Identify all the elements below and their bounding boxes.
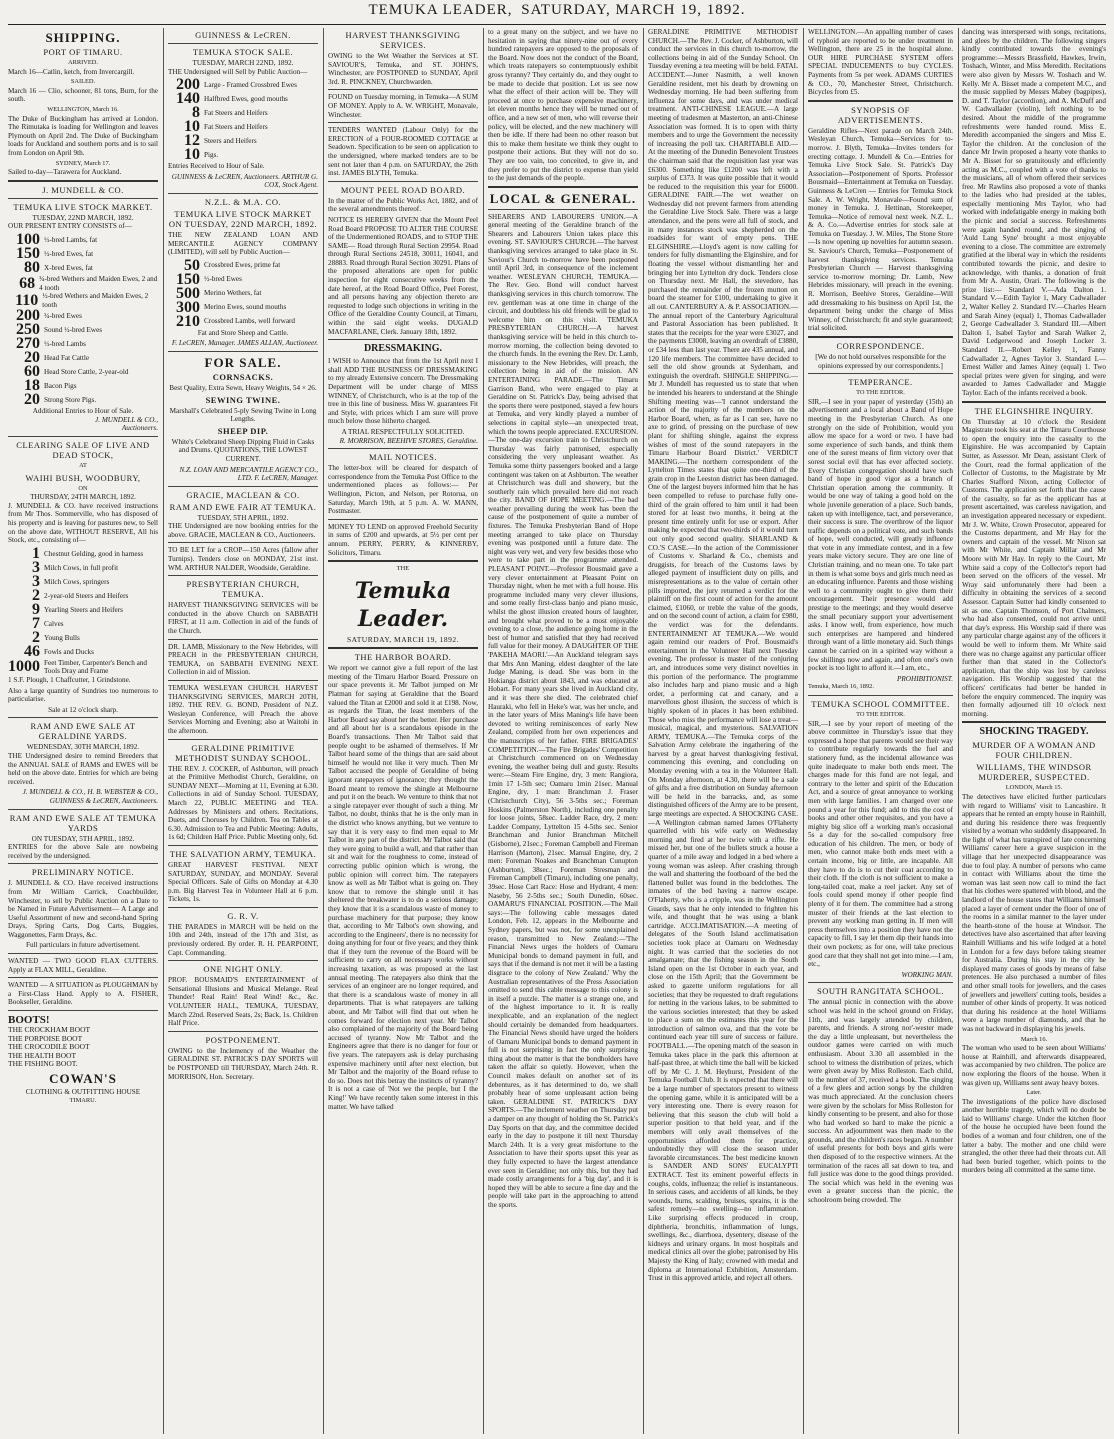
- stock-quantity: 140: [176, 90, 200, 108]
- preliminary-heading: PRELIMINARY NOTICE.: [31, 867, 135, 878]
- mail-body: The letter-box will be cleared for despatch of correspondence from the Temuka Post Office to the undermentioned places as follows:— Per Wellington, Picton, and Nelson, per Rotorua, on Saturday, March 19th, at 5 p.m. A. W. MANN, Postmaster.: [328, 464, 478, 516]
- school-committee-body: SIR,—I see by your report of meeting of the above committee in Thursday's issue that they expressed a hope that parents would see their way to contribute regularly towards the fuel and stationery fund, as the incidental allowance was quite inadequate to make both ends meet. The charges made for this fund are not legal, and contrary to the letter and spirit of the Education Act, and a source of great annoyance to working men with large families. I am charged over one pound a year for this fund; add to this the cost of books and other other requisites, and you have a mighty big slice off a working man's occasional 5s a day for the so-called compulsory free education of his children. The men, or body of men, who cannot make both ends meet with a certain income, big or little, are incapable. All they have to do is to cut their coat according to their cloth. If the cloth is not sufficient to make a long-tailed coat, make a reel jacket. Any set of fools could spend money if other people find plenty of it for them. The committee had a strong muster of their friends at the last election to prevent any working man getting in. If men will press themselves into a position they have not the capacity to fill, I say let them dip their hands into their own pockets; as for one, will take precious good care that they shall not get into mine.—I am, etc.,: [808, 719, 953, 969]
- stock-quantity: 250: [16, 321, 40, 339]
- divider: [808, 695, 953, 696]
- stock-description: ½-bred Lambs: [44, 339, 86, 348]
- sheep-dip-signature: N.Z. LOAN AND MERCANTILE AGENCY CO., LTD. F. LeCREN, Manager.: [179, 465, 318, 483]
- divider: [328, 647, 478, 649]
- sydney-news: Sailed to-day—Tarawera for Auckland.: [8, 168, 122, 177]
- stock-description: Crossbred Ewes, prime fat: [204, 261, 281, 270]
- stock-row: [8, 393, 158, 407]
- stock-row: [168, 92, 318, 106]
- stock-quantity: 50: [184, 256, 200, 274]
- presbyterian-body: HARVEST THANKSGIVING SERVICES will be conducted in the above Church on SABBATH FIRST, at 11 a.m. Collection in aid of the funds of the Church.: [168, 601, 318, 636]
- to-the-editor: TO THE EDITOR.: [856, 389, 905, 397]
- tragedy-body-3: The investigations of the police have disclosed another horrible tragedy, which will no doubt be laid to Williams' charge. Under the kitchen floor of the house he occupied have been found the bodies of a woman and four children, one of the latter a baby. The mother and one child were strangled, the other three had their throats cut. All had been buried together, which points to the murders being all committed at the same time.: [962, 1097, 1106, 1175]
- local-general-continued: GERALDINE PRIMITIVE METHODIST CHURCH.—The Rev. J. Cocker, of Ashburton, will conduct the services in this church to-morrow, the collections being in aid of the Sunday School. On Tuesday evening a tea meeting will be held. FATAL ACCIDENT.—Juner Nasmith, a well known Geraldine resident, met his death by drowning on Wednesday morning. He had been suffering from influenza for some days, and was under medical treatment. ANTI-CHINESE LEAGUE.—A large meeting of tradesmen at Masterton, an anti-Chinese Association was formed. It is to open with thirty members and to urge the Government the necessity of increasing the poll tax. CHARITABLE AID.—At the meeting of the Dunedin Benevolent Trustees the chairman said that the requisition last year was £6300. Something like £1200 was left with a surplus of £373. It was quite possible that it would be reduced to the requisition this year for £6000. GERALDINE FAIR.—The wet weather on Wednesday did not prevent farmers from attending the Geraldine Live Stock Sale. There was a large attendance, and the pens were all full of stock, and in many instances stock was shepherded on the roadsides for want of empty pens. THE ELGINSHIRE.—Lloyd's agent is now calling for tenders for fully dismantling the Elginshire, and for floating the vessel without dismantling her and bringing her into Lyttelton dry dock. Tenders close on Thursday next. Mr Hall, the stevedore, has purchased the remainder of the frozen mutton on board the steamer for £100, undertaking to give it all out. CANTERBURY A. & P. ASSOCIATION.—The annual report of the Canterbury Agricultural and Pastoral Association has been published. It states that the receipts for the year were £3027, and the payments £3008, leaving an overdraft of £3880, or £34 less than last year. There are 435 annual, and 120 life members. The committee have decided to sell the old show grounds at Sydenham, and extinguish the overdraft. SHINGLE SHIPPING.—Mr J. Mundell has requested us to state that when he intended his hearers to understand at the Shingle Shifting meeting was—'I cannot understand the action of the majority of the members on the Harbor Board, when, as far as I can see, have no axe to grind, of pressing on the purchase of new plant for shifting shingle, against the express wishes of most of the sound ratepayers in the Timaru Harbour Board District.' VERDICT MAKING.—The northern correspondent of the Lyttelton Times states that quite one-third of the grain crop in the Leeston district has been damaged. One of the largest buyers informed him that he has been compelled to refuse to purchase fully one-third of the grain offered to him until it had been stored for at least two months, it being at the present time entirely unfit for use or export. After making he expected that two-thirds of it would turn out only good second quality. SHARLAND & CO.'S CASE.—In the action of the Commissioner of Customs v. Sharland & Co., chemists and druggists, for breach of the Customs laws by alleged payment of insufficient duty on pills, and misrepresentations as to the value of certain other pills imported, the jury returned a verdict for the plaintiff on the first count of action for the amount claimed, £1060, or treble the value of the goods, and on the second count of action, a claim for £980, the verdict was for the defendants. ENTERTAINMENT AT TEMUKA.—We would again remind our readers of Prof. Bousmaid's entertainment in the Volunteer Hall next Tuesday evening. The professor is master of the conjuring art, and introduces some very distinct novelties in this portion of the performance. The programme also includes harp and piano music and a high order, a performing cat and canary, and a marvellous ghost illusion, the success of which is highly spoken of in places it has been exhibited. Those who miss the performance will lose a treat—musical, magical, and mysterious. SALVATION ARMY, TEMUKA.—The Temuka corps of the Salvation Army celebrate the ingathering of the harvest by a great harvest thanksgiving festival, commencing this evening, and concluding on Monday evening with a tea in the Volunteer Hall. On Monday afternoon, at 4.30, there will be a sale of gifts and a free distribution on Sunday afternoon will be held in the barracks, and, as some distinguished officers of the Army are to be present, large meetings are expected. A SHOCKING CASE.—A Wellington cabman named James O'Flaherty quarrelled with his wife early on Wednesday morning and fired at her twice with a rifle. He missed her, but one of the bullets struck a house a quarter of a mile away and lodged in a bed where a young woman was asleep. After crashing through the wall and shattering the footboard of the bed the flattened bullet was found in the bedclothes. The inmates of the bed having a narrow escape. O'Flaherty, who is a cripple, was in the Wellington Guards, says that he only intended to frighten his wife, and thought that he was using a blank cartridge. ACCLIMATISATION.—A meeting of delegates of the South Island acclimatisation societies took place at Oamaru on Wednesday night. It was carried that the societies do not amalgamate; that the fishing season in the South Island open on the 1st October in each year, and close on the 15th April; that the Government be asked to gazette uniform regulations for all societies; that they be requested to draft regulations for netting in the various lakes, to be submitted to the various societies interested; that they be asked to place a sum on the estimates this year for the introduction of salmon ova, and that the vote be continued each year till sure of success or failure. FOOTBALL.—The opening match of the season in Temuka takes place in the park this afternoon at half-past three, at which time the ball will be kicked off by Mr C. J. M. Heyhurst, President of the Temuka Football Club. It is expected that there will be a large number of spectators present to witness the opening game, while it is anticipated will be a very interesting one. There is every reason for believing that this season the club will hold a superior position to that held year, and if the members will only avail themselves of the opportunities afforded them for practice, undoubtedly they will close the season under favorable circumstances. The best medicine known is SANDER AND SONS' EUCALYPTI EXTRACT. Test its eminent powerful effects in coughs, colds, influenza; the relief is instantaneous. In serious cases, and accidents of all kinds, be they wounds, burns, scalding, bruises, sprains, it is the safest remedy—no swelling—no inflammation. Like surprising effects produced in croup, diphtheria, bronchitis, inflammation of lungs, swellings, &c., diarrhoea, dysentery, disease of the kidneys and urinary organs. In most hospitals and medical clinics all over the globe; patronised by His Majesty the King of Italy; crowned with medal and diploma at International Exhibition, Amsterdam. Trust in this approved article, and reject all others.: [648, 28, 798, 1283]
- divider: [168, 542, 318, 543]
- divider: [808, 982, 953, 983]
- divider: [168, 907, 318, 908]
- paper-nameplate: Temuka Leader.: [354, 577, 452, 632]
- market-entry-intro: OUR PRESENT ENTRY CONSISTS of—: [8, 222, 132, 231]
- tragedy-heading: SHOCKING TRAGEDY.: [979, 726, 1089, 738]
- column-5: [648, 28, 798, 1434]
- masthead-title: TEMUKA LEADER,: [368, 2, 513, 18]
- live-market-body: THE NEW ZEALAND LOAN AND MERCANTILE AGENCY COMPANY (LIMITED), will sell by Public Auction—: [168, 230, 318, 257]
- column-rule: [803, 28, 804, 1434]
- divider: [808, 336, 953, 338]
- divider: [808, 373, 953, 374]
- one-night-heading: ONE NIGHT ONLY.: [203, 964, 283, 975]
- nameplate-date: SATURDAY, MARCH 19, 1892.: [346, 634, 460, 644]
- stock-quantity: 9: [32, 600, 40, 618]
- stock-quantity: 3: [32, 558, 40, 576]
- stock-list: [8, 230, 158, 409]
- grv-heading: G. R. V.: [227, 910, 259, 921]
- cowans-heading: COWAN'S: [49, 1071, 117, 1086]
- stock-row: [8, 642, 158, 660]
- gracie-heading: GRACIE, MACLEAN & CO.: [186, 489, 300, 500]
- sewing-twine-heading: SEWING TWINE.: [205, 394, 281, 405]
- sale-time: Sale at 12 o'clock sharp.: [48, 705, 118, 714]
- column-rule: [958, 28, 959, 1434]
- divider: [328, 181, 478, 182]
- arrived-label: ARRIVED.: [68, 59, 98, 66]
- ram-sale-body: THE Undersigned desire to remind Breeders that the ANNUAL SALE of RAMS and EWES will be held on the above date. Entries for which are being received.: [8, 751, 158, 786]
- column-7: [962, 28, 1106, 1434]
- column-2: [168, 28, 318, 1434]
- tragedy-dateline-2: March 16.: [1020, 1035, 1048, 1043]
- stock-quantity: 100: [16, 230, 40, 248]
- for-sale-heading: FOR SALE.: [204, 354, 282, 370]
- stock-description: Milch Cows, springers: [44, 577, 110, 586]
- stock-description: Calves: [44, 619, 64, 628]
- temperance-heading: TEMPERANCE.: [848, 377, 913, 388]
- morrison-signature: R. MORRISON, BEEHIVE STORES, Geraldine.: [339, 436, 478, 445]
- harbor-board-continued: to a great many on the subject, and we have no hesitation in saying that ninety-nine out of every hundred ratepayers are opposed to the proposals of the Board. Now does not the conduct of the Board, which treats ratepayers so contemptuously exhibit gross tyranny? They certainly do, and they ought to be made to decide that position. Let us see now what the effect of their action will be. They will proceed at once to purchase expensive machinery, let eleven months hence they will be turned out of office, and a new set of men, who will reverse their policy, will be elected, and the new machinery will then be idle. If there had been no other reason but this to make them hesitate we think they ought to postpone their actions. But they will not do so. They are too vain, too conceited, to give in, and they prefer to put the district to expense than yield to the just demands of the people.: [488, 28, 638, 183]
- divider: [328, 560, 478, 562]
- stock-quantity: 200: [16, 307, 40, 325]
- stock-row: [168, 312, 318, 330]
- local-general-body: SHEARERS AND LABOURERS UNION.—A general meeting of the Geraldine branch of the Shearers and Labourers Union takes place this evening. ST. SAVIOUR'S CHURCH.—The harvest thanksgiving services arranged to take place in St. Saviour's Church to-morrow have been postponed until April 3rd, in consequence of the inclement weather. WESLEYAN CHURCH, TEMUKA.—The Rev. Geo. Bond will conduct harvest thanksgiving services in this church tomorrow. The rev. gentleman was at one time in charge of the circuit, and doubtless his old friends will be glad to welcome him on this visit. TEMUKA PRESBYTERIAN CHURCH.—A harvest thanksgiving service will be held in this church to-morrow morning, the collection being devoted to the church funds. In the evening the Rev. Dr. Lamb, missionary to the New Hebrides, will preach, the collection being in aid of the mission. AN ENTERTAINING PARADE.—The Timaru Garrison Band, who were engaged to play at Geraldine on St. Patrick's Day, being advised that the sports there were postponed, stayed a few hours at Temuka, and very kindly played a number of selections in capital style—an unexpected treat, which the towns people appreciated. EXCURSION.—The one-day excursion train to Christchurch on Thursday was fairly patronised, especially considering the very unpleasant weather. As Temuka some thirty passengers booked and a large contingent was taken on at Ashburton. The weather at Christchurch was dull and showery, but the southerly rain which prevailed here did not reach the city. BAND OF HOPE MEETING.—The bad weather prevailing during the week has been the cause of the postponement of quite a number of fixtures. The Temuka Presbyterian Band of Hope meeting arranged to take place on Thursday evening was postponed until a future date. The night was very wet, and very few besides those who were to take part in the programme attended. PLEASANT POINT.—Professor Bousmaid gave a very clever entertainment at Pleasant Point on Thursday night, when he met with a full house. His programme included many very clever illusions, and some really first-class banjo and piano music, whilst the ghost illusion created hours of laughter, and brought what proved to be a most enjoyable evening to a close, the audience going home in the best of humor and satisfied that they had received full value for their money. A DAUGHTER OF THE 'PAKEHA MAORI.'—An Auckland telegram says that Mrs Ann Maning, eldest daughter of the late Judge Maning, is dead. She was born in the Hokianga district about 1843, and was educated at Hobart. For many years she lived in Auckland city, and it was there she died. The celebrated chief Hauraki, who fell in Heke's war, was her uncle, and in the later years of Miss Maning's life have been devoted to writing reminiscences of early New Zealand, compiled from her own experiences and the manuscripts of her father. FIRE BRIGADES' COMPETITION.—The Fire Brigades' Competition at Christchurch commenced on on Wednesday evening, the weather being dull and gusty. Results were:—Steam Fire Engine, dry, 3 men: Rangiora, 1min 17 1-5th sec; Oamaru 1min 21sec. Manual Engine, dry, 1 man: Branchman J. Fraser (Christchurch City), 56 3-5ths sec.; Foreman Hoskins (Palmerston North), including one penalty for loose joints, 58sec. Ladder Race, dry, 2 men: Ladder Company, Lyttelton 15 4-5ths sec. Senior Branchman and Junior Branchman Mitchell (Gisborne), 21sec.; Foreman Campbell and Fireman Harrison (Marton), 21sec. Manual Engine, dry, 2 men: Foreman Noakes and Branchman Cunupton (Ashburton), 38sec.; Foreman Stresman and Fireman Campbell (Timaru), including one penalty, 39sec. Hose Cart Race: Hose and Hydrant, 4 men: Naseby, 56 2-5ths sec.; South Dunedin, 60sec. OAMARU'S FINANCIAL POSITION.—The Mail says:—The following cable messages dated London, Feb. 12, appears in the Melbourne and Sydney papers, but was not, for some unexplained reason, transmitted to New Zealand:—'The Financial News urges the holders of Oamaru Municipal bonds to demand payment in full, and says that if the demand is not met it will be a lasting disgrace to the colony of New Zealand.' Why the Australian representatives of the Press Association omitted to send this cable message to this colony is in itself a puzzle. The matter is a strange one, and of the highest importance to it. It is really inexplicable, and an explanation of the neglect should certainly be demanded from headquarters. The Financial News should have urged the holders of Oamaru Municipal bonds to demand payment in full is not surprising; in fact the only surprising thing about the matter is that the bondholders have taken the affair so quietly. However, when the Council makes default on another set of its debentures, as it has determined to do, we shall probably hear of some unpleasant action being taken. GERALDINE ST. PATRICK'S DAY SPORTS.—The inclement weather on Thursday put a damper on any thought of holding the St. Patrick's Day Sports on that day, and the committee decided early in the day to postpone it till next Thursday March 24th. It is a very great misfortune to the Association to have their sports upset this year as they fully expected to have the largest attendance ever seen in Geraldine; not only this, but they had made costly arrangements for a 'big day', and it is hoped they will be able to secure a fine day and the people will take part in the approaching to attend the sports.: [488, 212, 638, 1209]
- divider: [168, 575, 318, 576]
- divider: [168, 43, 318, 44]
- stock-row: [8, 572, 158, 590]
- stock-description: X-bred Ewes, fat: [44, 263, 93, 272]
- divider: [488, 209, 638, 210]
- temuka-ram-heading: RAM AND EWE SALE AT TEMUKA YARDS: [9, 812, 157, 833]
- divider: [168, 680, 318, 681]
- stock-list: [168, 78, 318, 162]
- trial-solicited: A TRIAL RESPECTFULLY SOLICITED.: [341, 427, 465, 436]
- stock-quantity: 12: [184, 132, 200, 150]
- dressmaking-body: I WISH to Announce that from the 1st April next I shall ADD THE BUSINESS OF DRESSMAKING to my already Extensive concern. The Dressmaking Department will be under charge of MISS WINNEY, of Christchurch, who is at the top of the tree in this line of business. Miss W. guarantees Fit and Style, with prices which I am sure will prove much below those hitherto charged.: [328, 357, 478, 426]
- fair-heading: RAM AND EWE FAIR AT TEMUKA.: [169, 501, 317, 512]
- temperance-date: Temuka, March 16, 1892.: [808, 683, 874, 691]
- tenders-ad: TENDERS WANTED (Labour Only) for the ERECTION of a FOUR-ROOMED COTTAGE at Seadown. Specification to be seen on application to the undersigned, where marked tenders are to be sent not later than 4 p.m. on SATURDAY, the 26th inst. JAMES BLYTH, Temuka.: [328, 126, 478, 178]
- stock-row: [8, 558, 158, 576]
- sheep-dip-body: White's Celebrated Sheep Dipping Fluid in Casks and Drums. QUOTATIONS, THE LOWEST CURRENT.: [171, 437, 315, 463]
- dressmaking-heading: DRESSMAKING.: [363, 343, 443, 355]
- stock-description: Fat Steers and Heifers: [204, 108, 268, 117]
- divider: [168, 1031, 318, 1032]
- synopsis-heading: SYNOPSIS OF ADVERTISEMENTS.: [837, 104, 924, 125]
- stock-quantity: 1000: [8, 658, 40, 676]
- stock-description: ½-bred Ewes, fat: [44, 249, 94, 258]
- stock-row: [8, 275, 158, 292]
- boots-list: [8, 1026, 158, 1069]
- divider: [168, 639, 318, 640]
- divider: [328, 448, 478, 449]
- rangitata-heading: SOUTH RANGITATA SCHOOL.: [816, 986, 945, 997]
- masthead-rule: [8, 24, 1106, 25]
- stock-quantity: 210: [176, 312, 200, 330]
- nzl-heading: N.Z.L. & M.A. CO.: [204, 196, 282, 207]
- one-night-body: PROF. BOUSMAID'S ENTERTAINMENT of Sensational Illusions and Musical Melange. Real Thunder! Real Rain! Real Wind! &c., &c. VOLUNTEER HALL, TEMUKA, TUESDAY, March 22nd. Reserved Seats, 2s; Back, 1s. Children Half Price.: [168, 976, 318, 1028]
- column-rule: [163, 28, 164, 1434]
- stock-row: [8, 258, 158, 276]
- stock-quantity: 68: [19, 274, 36, 292]
- stock-row: [8, 600, 158, 618]
- column-3: [328, 28, 478, 1434]
- live-stock-list: [168, 256, 318, 330]
- stock-description: Pigs.: [204, 150, 219, 159]
- postponement-heading: POSTPONEMENT.: [205, 1034, 281, 1045]
- preliminary-more: Full particulars in future advertisement.: [26, 941, 140, 950]
- mail-heading: MAIL NOTICES.: [368, 452, 438, 463]
- stock-sale-heading: TEMUKA STOCK SALE.: [192, 47, 294, 57]
- postponement-body: OWING to the Inclemency of the Weather the GERALDINE ST. PATRICK'S DAY SPORTS will be POSTPONED till THURSDAY, March 24th. R. MORRISON, Hon. Secretary.: [168, 1046, 318, 1081]
- divider: [8, 863, 158, 864]
- stock-quantity: 10: [184, 118, 200, 136]
- auctioneers-label: Auctioneers.: [121, 424, 158, 433]
- columns: [8, 28, 1106, 1434]
- sydney-dateline: SYDNEY, March 17.: [55, 159, 111, 167]
- divider: [8, 809, 158, 810]
- sailed-label: SAILED.: [70, 78, 96, 86]
- boot-item: THE CROCKHAM BOOT: [8, 1025, 91, 1035]
- rangitata-body: The annual picnic in connection with the above school was held in the school ground on Friday, 11th, and was largely attended by children, parents, and friends. A strong nor'-wester made the day a little unpleasant, but nevertheless the outdoor games were carried on with much enthusiasm. About 3.30 all assembled in the school to witness the distribution of prizes, which were given away by Miss Rolleston. Each child, to the number of 37, received a book. The singing of a few glees and action songs by the children was much appreciated. At the conclusion cheers were given by the scholars for Miss Rolleston for kindly consenting to be present, and also for those who had worked so hard to make the picnic a success. An adjournment was then made to the grounds, and the children's races began. A number of useful presents for both boys and girls were then disposed of to the respective winners. At the termination of the races all sat down to tea, and full justice was done to the good things provided. The social which was held in the evening was even a greater success than the picnic, the schoolroom being crowded. The: [808, 998, 953, 1205]
- stock-description: Yearling Steers and Heifers: [44, 605, 123, 614]
- harvest-heading: HARVEST THANKSGIVING SERVICES.: [345, 30, 461, 50]
- elginshire-heading: THE ELGINSHIRE INQUIRY.: [974, 405, 1094, 416]
- cowans-subheading: CLOTHING & OUTFITTING HOUSE: [25, 1088, 141, 1096]
- shipping-heading: SHIPPING.: [45, 30, 121, 45]
- stock-quantity: 2: [32, 586, 40, 604]
- temuka-ram-date: ON TUESDAY, 5TH APRIL, 1892.: [31, 834, 135, 843]
- wellington-typhoid-and-cycles: WELLINGTON.—An appalling number of cases of typhoid are reported to be under treatment in Wellington, there are 25 in the hospital alone. OUR HIRE PURCHASE SYSTEM offers SPECIAL INDUCEMENTS to buy CYCLES. Payments from 5s per week. ADAMS CURTIES & CO., 70, Manchester Street, Christchurch. Bicycles from £5.: [808, 28, 953, 97]
- stock-sale-signature: GUINNESS & LeCREN, Auctioneers. ARTHUR G. COX, Stock Agent.: [171, 172, 318, 190]
- harbor-board-body: We report we cannot give a full report of the last meeting of the Timaru Harbor Board. Pressure on our space prevents it. Mr Talbot jumped on Mr Platman for saying at Geraldine that the Board valued the Titan at £2000 and sold it at £198. Now, as regards the Titan, the least members of the Harbor Board say about her the better. Her purchase and all about her is a scandalous episode in the Board's transactions. Then Mr Talbot said that people ought to be ashamed of themselves. If Mr Talbot heard some of the things that are said about himself he would not like it very much. Then Mr Talbot accused the people of Geraldine of being ignorant ratepayers of ignorance; they thought the Board meant to remove the shingle at Melbourne and put it on the beach. We venture to think that not a single ratepayer ever thought of such a thing. Mr Talbot, no doubt, thinks that he is the only man in the district who knows anything, but we venture to say that it is very easy to find men equal to Mr Talbot in any part of the district. Mr Talbot said that they were going to build a wall, and that rather than sit and wait for the roughness to come, instead of correcting public opinion which is wrong, the public opinion will correct him. The ratepayers know as well as Mr Talbot what is going on. They know that to remove the shingle until it has sheltered the breakwater is to do a serious damage; they know that it is a scandalous waste of money to purchase machinery for that purpose; they know that, according to Mr Talbot's own showing, and according to the Engineers', there is no necessity for doing anything for four or five years; and they think that if they turn the revenue of the Board will be sufficient to carry on all necessary works without increasing taxation, as was proposed at the last annual meeting. The ratepayers also think that the services of an engineer are no longer required, and that there is a scandalous waste of money in all departments. That is what ratepayers are talking about, and Mr Talbot will find that out when he comes forward for election next year. Mr Talbot also complained of the majority of the Board being accused of tyranny. Now Mr Talbot and the Engineers agree that there is no danger for four or five years. The ratepayers ask is delay purchasing expensive machinery until after next election, but Mr Talbot and the majority of the Board refuse to do so. Does not this betray the instincts of tyranny? It is not a case of 'Not we the people, but I the King!' We have recently taken some interest in this matter. We have talked: [328, 664, 478, 1111]
- harvest-body: OWING to the Wet Weather the Services at ST. SAVIOUR'S, Temuka, and ST. JOHN'S, Winchester, are POSTPONED to SUNDAY, April 3rd. R. PINCKNEY, Churchwarden.: [328, 52, 478, 86]
- boots-heading: BOOTS!: [8, 1014, 50, 1027]
- clearing-body: J. MUNDELL & CO. have received instructions from Mr Thos. Sommerville, who has disposed of his property and is leaving for pastures new, to Sell on the above date, WITHOUT RESERVE, All his Stock, etc., consisting of—: [8, 501, 158, 545]
- sundries-line: Also a large quantity of Sundries too numerous to particularise.: [8, 686, 158, 704]
- boot-item: THE PORPOISE BOOT: [8, 1033, 83, 1043]
- market-date: TUESDAY, 22ND MARCH, 1892.: [32, 213, 134, 222]
- clearing-at: AT: [79, 462, 87, 470]
- column-1: [8, 28, 158, 1434]
- divider: [8, 198, 158, 199]
- live-market-signature: F. LeCREN, Manager. JAMES ALLAN, Auctioneer.: [171, 339, 318, 348]
- divider: [8, 977, 158, 978]
- stock-description: ¾-bred Ewes: [44, 311, 82, 320]
- fair-body: THE Undersigned are now booking entries for the above. GRACIE, MACLEAN & CO., Auctioneers.: [168, 522, 318, 539]
- divider: [328, 519, 478, 520]
- school-committee-signature: WORKING MAN.: [901, 970, 953, 979]
- divider: [168, 193, 318, 194]
- stock-description: Young Bulls: [44, 633, 80, 642]
- stock-quantity: 2: [32, 628, 40, 646]
- sheep-dip-heading: SHEEP DIP.: [217, 425, 269, 436]
- divider: [168, 960, 318, 961]
- divider: [168, 845, 318, 846]
- sailing-entry: March 16 — Clio, schooner, 81 tons, Burn, for the south.: [8, 86, 158, 104]
- divider: [328, 339, 478, 340]
- to-let-ad: TO BE LET for a CROP—150 Acres (fallow after Turnips). Tenders close on MONDAY, 21st inst. WM. ARTHUR NALDER, Woodside, Geraldine.: [168, 546, 318, 572]
- tragedy-subheading-2: WILLIAMS, THE WINDSOR MURDERER, SUSPECTED.: [976, 762, 1092, 783]
- shipping-news: The Duke of Buckingham has arrived at London. The Rimutaka is loading for Wellington and leaves Plymouth on April 2nd. The Duke of Buckingham loads for Auckland and southern ports and is to sail from London on April 9th.: [8, 114, 158, 157]
- stock-description: Bacon Pigs: [44, 381, 77, 390]
- presbyterian-heading: PRESBYTERIAN CHURCH, TEMUKA.: [186, 579, 300, 600]
- tragedy-subheading: MURDER OF A WOMAN AND FOUR CHILDREN.: [972, 740, 1096, 761]
- stock-quantity: 150: [176, 270, 200, 288]
- ram-sale-date: WEDNESDAY, 30TH MARCH, 1892.: [26, 743, 140, 752]
- wanted-ploughman-ad: WANTED — A SITUATION as PLOUGHMAN by a First-Class Hand. Apply to A. FISHER, Bookseller, Geraldine.: [8, 981, 158, 1007]
- plough-line: 1 S.F. Plough, 1 Chaffcutter, 1 Grindstone.: [8, 676, 131, 684]
- rangitata-continued: dancing was interspersed with songs, recitations, and glees by the children. The following singers kindly contributed towards the evening's programme:—Messrs Brassfield, Hawkes, Irwin, Toshach, Winter, and Miss Meredith. Recitations were also given by Messrs W. Toshach and W. Kelly. Mr A. Bisset made a competent M.C., and the music supplied by Messrs Mabey (bagpipes), D. and T. Taylor (accordion), and A. McDuff and W. Cadwallader (violin), left nothing to be desired. About the middle of the programme refreshments were handed round. Miss E. Meredith accompanied the singers and Miss E. Taylor the children. At the conclusion of the dance Mr Irwin proposed a hearty vote thanks to Mr A. Bisset for so gratuitously and efficiently acting as M.C., coupled with a vote of thanks to the musicians, all of whom offered their services free. Mr Rawlins also proposed a vote of thanks to the ladies who had presided at the tables, especially mentioning Mrs Taylor, who had worked with indefatigable energy in making both the picnic and social a success. Refreshments were again handed round, and the singing of 'Auld Lang Syne' brought a most enjoyable evening to a close. The committee are extremely gratified at the liberal way in which the residents contributed towards the picnic, and desire to acknowledge, with thanks, a donation of fruit from Mr A. Austin, Orari. The following is the prize list:— Standard V.—Ada Dalton 1. Standard V.—Edith Taylor 1, Mary Cadwallader 2, Walter Kelley 2. Standard IV.—Charles Hearn and Sarah Ainey (equal) 1, Thomas Cadwallader 2, George Cadwallader 3. Standard III.—Albert Dalton 1, Isabel Taylor and Sarah Walker 2, David Ledgerwood and Joseph Locker 3. Standard II.—Robert Kelley 1, Fanny Cadwallader 2, Agnes Taylor 3. Standard I.—Ernest Waller and James Ainey (equal) 1. Two special prizes were given for singing, and were awarded to James Cadwallader and Maggie Taylor. Each of the infants received a book.: [962, 28, 1106, 397]
- masthead: [0, 2, 1114, 22]
- stock-quantity: 60: [24, 363, 40, 381]
- stock-description: ½-bred Wethers and Maiden Ewes, 2 tooth: [42, 292, 149, 309]
- wellington-dateline: WELLINGTON, March 16.: [47, 105, 119, 113]
- stock-quantity: 80: [24, 258, 40, 276]
- stock-quantity: 10: [184, 146, 200, 164]
- live-market-more: Fat and Store Sheep and Cattle.: [197, 328, 289, 337]
- column-6: [808, 28, 953, 1434]
- road-board-body: NOTICE IS HEREBY GIVEN that the Mount Peel Road Board PROPOSE TO ALTER THE COURSE of the Undermentioned ROADS, and to STOP THE SAME— Road through Rural Section 29954. Road through Rural Sections 24518, 30011, 16041, and 28883. Road through Rural Section 30291. Plans of the proposed alterations are open for public inspection for eight consecutive weeks from the date hereof, at the Road Board Office, Peel Forest, and all persons having any objection thereto are requested to lodge such objections in writing in the Office of the Geraldine County Council, at Timaru, within the said eight weeks. DUGALD MACFARLANE, Clerk. January 18th, 1892.: [328, 215, 478, 336]
- stock-description: Sound ½-bred Ewes: [44, 325, 103, 334]
- firm-heading: GUINNESS & LeCREN.: [195, 30, 291, 40]
- stock-quantity: 110: [15, 291, 39, 309]
- stock-quantity: 8: [192, 104, 200, 122]
- divider: [8, 436, 158, 437]
- the-label: THE: [396, 565, 410, 573]
- column-4: [488, 28, 638, 1434]
- divider: [488, 186, 638, 188]
- column-rule: [643, 28, 644, 1434]
- correspondence-note: [We do not hold ourselves responsible for the opinions expressed by our correspondents.]: [815, 353, 946, 370]
- temperance-body: SIR,—I see in your paper of yesterday (15th) an advertisement and a local about a Band of Hope meeting in the Presbyterian Church. As one strongly on the side of Prohibition, would you allow me space for a word or two. I have had some experience of such bands, and think them one of the surest means of firm victory over that sorest social evil that has ever affected society. Every Christian congregation should have such band of hope in good vigor as a branch of Christian operation among the community. It would be one way of taking a good hold on the whole juvenile generation of a place. Such bands, taken up with intelligence, tact, and perseverance, their success is sure. The overthrow of the liquor traffic depends on a political vote, and such bands of hope, well conducted, will greatly influence that vote in any immediate contest, and in a few years make victory secure. They are one line of Christian training, and no mean one. To take part in them is what some boys and girls much need as an educating influence. Parents and those wishing well to a community ought to give them their encouragement. Their presence would add prestige to the meetings; and they would deserve the small pecuniary support your advertisement asks. I know well, from experience, how much such enterprises are hampered and hindered through want of a little monetary aid. Such things cannot be carried on in a spirited way without a few shillings now and again, and often one's own pocket is too light to afford it.—I am, etc.,: [808, 397, 953, 673]
- stock-row: [8, 614, 158, 632]
- entries-note: Entries Received to Hour of Sale.: [168, 162, 265, 171]
- wanted-flax-ad: WANTED — TWO GOOD FLAX CUTTERS. Apply at FLAX MILL, Geraldine.: [8, 957, 158, 974]
- stock-quantity: 20: [24, 391, 40, 409]
- stock-quantity: 20: [24, 349, 40, 367]
- stock-description: Milch Cows, in full profit: [44, 563, 119, 572]
- stock-description: Chestnut Gelding, good in harness: [44, 549, 144, 558]
- port-heading: PORT OF TIMARU.: [43, 47, 123, 57]
- harbor-board-heading: THE HARBOR BOARD.: [354, 652, 452, 663]
- boot-item: THE FISHING BOOT.: [8, 1059, 78, 1069]
- synopsis-body: Geraldine Rifles—Next parade on March 24th. Wesleyan Church, Temuka—Services for to-morrow. J. Blyth, Temuka—Invites tenders for erecting cottage. J. Mundell & Co.—Entries for Temuka Live Stock Sale. St. Patrick's Day Association—Postponement of Sports. Professor Bousmaid—Entertainment at Temuka on Tuesday. Guinness & LeCren — Entries for Temuka Stock Sale. A. W. Wright, Monavale—Found sum of money in Temuka. J. Hettinan, Storekeeper, Temuka—Notice of removal next week. N.Z. L. & A. Co.—Advertise entries for stock sale at Temuka on Tuesday. J. W. Miles, The Stone Store—Is now opening up novelties for autumn season. St. Saviour's Church, Temuka—Postponement of harvest thanksgiving services. Temuka Presbyterian Church — Harvest thanksgiving service to-morrow morning; Dr. Lamb, New Hebrides missionary, will preach in the evening. R. Morrison, Beehive Stores, Geraldine—Will add dressmaking to his business on April 1st, the department being under the charge of Miss Winney, of Christchurch; fit and style guaranteed; trial solicited.: [808, 126, 953, 333]
- additional-entries: Additional Entries to Hour of Sale.: [32, 407, 134, 416]
- stock-description: Steers and Heifers: [204, 136, 257, 145]
- stock-row: [8, 659, 158, 676]
- temuka-ram-body: ENTRIES for the above Sale are nowbeing received by the undersigned.: [8, 843, 158, 860]
- boot-item: THE HEALTH BOOT: [8, 1050, 77, 1060]
- divider: [8, 717, 158, 718]
- live-market-heading: TEMUKA LIVE STOCK MARKET ON TUESDAY, 22ND MARCH, 1892.: [168, 208, 318, 229]
- stock-description: Feet Timber, Carpenter's Bench and Tools Dray and Frame: [44, 658, 148, 676]
- road-board-intro: In the matter of the Public Works Act, 1882, and of the several amendments thereof.: [328, 196, 478, 214]
- salvation-army-body: GREAT HARVEST FESTIVAL NEXT SATURDAY, SUNDAY, and MONDAY. Several Special Officers. Sale of Gifts on Monday at 4.30 p.m. Big Harvest Tea in Volunteer Hall at 6 p.m. Tickets, 1s.: [168, 860, 318, 904]
- grv-body: THE PARADES in MARCH will be held on the 10th and 24th, instead of the 17th and 31st, as previously ordered. By order. R. H. PEARPOINT, Capt. Commanding.: [168, 922, 318, 957]
- divider: [808, 100, 953, 102]
- stock-description: Halfbred Ewes, good mouths: [204, 94, 288, 103]
- market-heading: TEMUKA LIVE STOCK MARKET.: [13, 201, 153, 212]
- stock-row: [8, 586, 158, 604]
- cornsacks-heading: CORNSACKS.: [212, 371, 274, 382]
- school-committee-heading: TEMUKA SCHOOL COMMITTEE.: [811, 698, 950, 709]
- stock-description: Crossbred Lambs, well forward: [204, 317, 296, 326]
- clearing-place: WAIHI BUSH, WOODBURY,: [25, 472, 141, 483]
- stock-description: Merino Ewes, sound mouths: [204, 303, 287, 312]
- stock-quantity: 300: [176, 298, 200, 316]
- stock-quantity: 270: [16, 335, 40, 353]
- stock-description: ½-bred Ewes: [204, 275, 242, 284]
- geraldine-school-heading: GERALDINE PRIMITIVE METHODIST SUNDAY SCHOOL.: [175, 742, 311, 763]
- divider: [328, 89, 478, 90]
- fair-date: TUESDAY, 5TH APRIL, 1892.: [197, 513, 289, 522]
- divider: [328, 122, 478, 123]
- stock-description: Head Store Cattle, 2-year-old: [44, 367, 129, 376]
- cornsacks-body: Best Quality, Extra Sewn, Heavy Weights, 54 × 26.: [169, 383, 317, 392]
- divider: [962, 401, 1106, 403]
- stock-description: ½-bred Lambs, fat: [44, 235, 98, 244]
- ram-sale-heading: RAM AND EWE SALE AT GERALDINE YARDS.: [30, 721, 136, 742]
- salvation-army-heading: THE SALVATION ARMY, TEMUKA.: [169, 848, 317, 859]
- sewing-twine-body: Marshall's Celebrated 5-ply Sewing Twine in Long Lengths.: [169, 406, 317, 424]
- wesleyan-ad: TEMUKA WESLEYAN CHURCH. HARVEST THANKSGIVING SERVICES, MARCH 20TH, 1892. THE REV. G. BOND, President of N.Z. Wesleyan Conference, will Preach the above Services Morning and Evening; also at Waitohi in the afternoon.: [168, 684, 318, 735]
- divider: [168, 739, 318, 740]
- stock-description: Large - Framed Crossbred Ewes: [204, 80, 297, 89]
- ram-sale-signature: J. MUNDELL & CO., H. B. WEBSTER & CO., GUINNESS & LeCREN, Auctioneers.: [22, 788, 158, 805]
- stock-row: [168, 148, 318, 162]
- geraldine-school-body: THE REV. J. COCKER, of Ashburton, will preach at the Primitive Methodist Church, Geraldine, on SUNDAY NEXT—Morning at 11, Evening at 6.30. Collections in aid of Sunday School. TUESDAY, March 22, PUBLIC MEETING and TEA. Addresses by Ministers and others. Recitations, Duets, and Choruses by Children. Tea on Tables at 6.30. Admission to Tea and Public Meeting: Adults, 1s 6d; Children Half Price. Public Meeting only, 6d.: [168, 764, 318, 842]
- found-ad: FOUND on Tuesday morning, in Temuka—A SUM OF MONEY. Apply to A. W. WRIGHT, Monavale, Winchester.: [328, 93, 478, 119]
- tragedy-dateline: LONDON, March 15.: [1005, 784, 1063, 792]
- stock-quantity: 18: [24, 377, 40, 395]
- clearing-list: [8, 544, 158, 676]
- firm-heading: J. MUNDELL & CO.: [42, 184, 124, 195]
- dr-lamb-ad: DR. LAMB, Missionary to the New Hebrides, will PREACH in the PRESBYTERIAN CHURCH, TEMUKA, on SABBATH EVENING NEXT. Collection in aid of Mission.: [168, 642, 318, 677]
- arrival-entry: March 16—Catlin, ketch, from Invercargill.: [8, 67, 135, 76]
- temperance-signature: PROHIBITIONIST.: [897, 674, 953, 683]
- stock-quantity: 1: [32, 544, 40, 562]
- stock-description: Head Fat Cattle: [44, 353, 90, 362]
- correspondence-heading: CORRESPONDENCE.: [836, 341, 925, 351]
- tragedy-body-2: The woman who used to be seen about Williams' house at Rainhill, and afterwards disappeared, was accompanied by two children. The police are now exploring the floors of the house. When it was given up, Williams sent away heavy boxes.: [962, 1044, 1106, 1087]
- stock-quantity: 500: [176, 284, 200, 302]
- divider: [168, 486, 318, 487]
- stock-description: Fowls and Ducks: [44, 647, 94, 656]
- clearing-date: THURSDAY, 24TH MARCH, 1892.: [30, 493, 136, 502]
- stock-sale-date: TUESDAY, MARCH 22ND, 1892.: [192, 59, 294, 67]
- stock-row: [8, 544, 158, 562]
- firm-signature: J. MUNDELL & CO.,: [95, 415, 158, 424]
- stock-description: 2-year-old Steers and Heifers: [44, 591, 129, 600]
- column-rule: [483, 28, 484, 1434]
- divider: [8, 180, 158, 182]
- divider: [168, 351, 318, 352]
- masthead-date: SATURDAY, MARCH 19, 1892.: [521, 2, 746, 18]
- preliminary-body: J. MUNDELL & CO. Have received instructions from Mr William Carrick, Coachbuilder, Winchester, to sell by Public Auction on a Date to be Named in Future Advertisement— A Large and Useful Assortment of new and second-hand Spring Drays, Spring Carts, Dog Carts, Buggies, Waggonettes, Farm Drays, &c.: [8, 879, 158, 939]
- stock-sale-intro: THE Undersigned will Sell by Public Auction—: [168, 67, 308, 76]
- stock-description: Fat Steers and Heifers: [204, 122, 268, 131]
- local-general-heading: LOCAL & GENERAL.: [489, 190, 637, 206]
- stock-description: Strong Store Pigs.: [44, 395, 97, 404]
- column-rule: [323, 28, 324, 1434]
- stock-quantity: 46: [24, 642, 40, 660]
- boot-item: THE CROCODILE BOOT: [8, 1042, 90, 1052]
- cowans-town: TIMARU.: [69, 1096, 97, 1104]
- stock-quantity: 3: [32, 572, 40, 590]
- stock-description: ¾-bred Wethers and Maiden Ewes, 2 and 4 tooth: [39, 274, 158, 292]
- to-the-editor: TO THE EDITOR.: [856, 710, 905, 718]
- stock-description: Merino Wethers, fat: [204, 289, 262, 298]
- clearing-sale-heading: CLEARING SALE OF LIVE AND DEAD STOCK,: [16, 440, 150, 461]
- divider: [8, 1010, 158, 1011]
- stock-quantity: 200: [176, 76, 200, 94]
- stock-quantity: 150: [16, 244, 40, 262]
- tragedy-body: The detectives have elicited further particulars with regard to Williams' visit to Lancashire. It appears that he rented an empty house in Rainhill, and during his residence there was frequently visited by a woman who suddenly disappeared. In the light of what has transpired of late concerning Williams' career here a grave suspicion in the village that her unexpected disappearance was due to foul play. A number of persons who came in contact with Williams about the time the woman was last seen now call to mind the fact that his clothes were spattered with blood, and the landlord of the house states that Williams himself placed a layer of cement under the floor of one of the rooms in a similar manner to the layer under the hearth-stone of the house at Windsor. The detectives have also ascertained that after leaving Rainhill Williams and his wife lodged at a hotel in London for a few days before taking steamer for Australia. During his stay in the city he displayed many cases of goods by means of false pretences. He also purchased a number of files and other small tools for jewellers, and the cases of jewellers and jewellers' cutting tools, besides a number of other kinds of property. It was noticed that during his residence at the hotel Williams wore a large number of diamonds, and that he was not backward in displaying his jewels.: [962, 792, 1106, 1033]
- money-to-lend-ad: MONEY TO LEND on approved Freehold Security in sums of £200 and upwards, at 5½ per cent per annum. PERRY, PERRY, & KINNERBY, Solicitors, Timaru.: [328, 522, 478, 557]
- divider: [8, 953, 158, 954]
- elginshire-body: On Thursday at 10 o'clock the Resident Magistrate took his seat at the Timaru Courthouse to open the enquiry into the casualty to the Elginshire. He was accompanied by Captain Sutter, as Assessor. Mr Dean, assistant Clerk of the Court, read the formal application of the Collector of Customs, to the Magistrate by Mr Charles Stafford Nixon, acting Collector of Customs. The application set forth that the cause of the casualty, so far as the applicant has at present ascertained, was careless navigation, and an investigation appeared necessary or expedient. Mr J. W. White, Crown Prosecutor, appeared for the Customs department, and Mr Hay for the owners and captain of the vessel. Mr Nixon sat with Mr White, and Captain Millar and Mr Moore with Mr Hay. In reply to the Court, Mr White said a copy of the Collector's report had been served on the officers of the vessel. Mr Wray said unfortunately there had been a difficulty in obtaining the services of a second Assessor. Captain Sutter had kindly consented to sit as one. Captain Thomson, of Port Chalmers, who had also consented, could not arrive until that day's express. His Worship said if there was any particular charge against any of the officers it would be well to inform them. Mr White said there was no charge against any particular officer further than that stated in the Collector's application, that the ship was lost by careless navigation. His Worship suggested that the officers' certificates had better be handed in before the enquiry commenced. The inquiry was then formally adjourned till 10 o'clock next morning.: [962, 417, 1106, 718]
- road-board-heading: MOUNT PEEL ROAD BOARD.: [340, 184, 466, 195]
- clearing-on: ON: [78, 484, 88, 492]
- stock-quantity: 7: [32, 614, 40, 632]
- later-label: Later.: [1026, 1089, 1042, 1097]
- divider: [962, 721, 1106, 723]
